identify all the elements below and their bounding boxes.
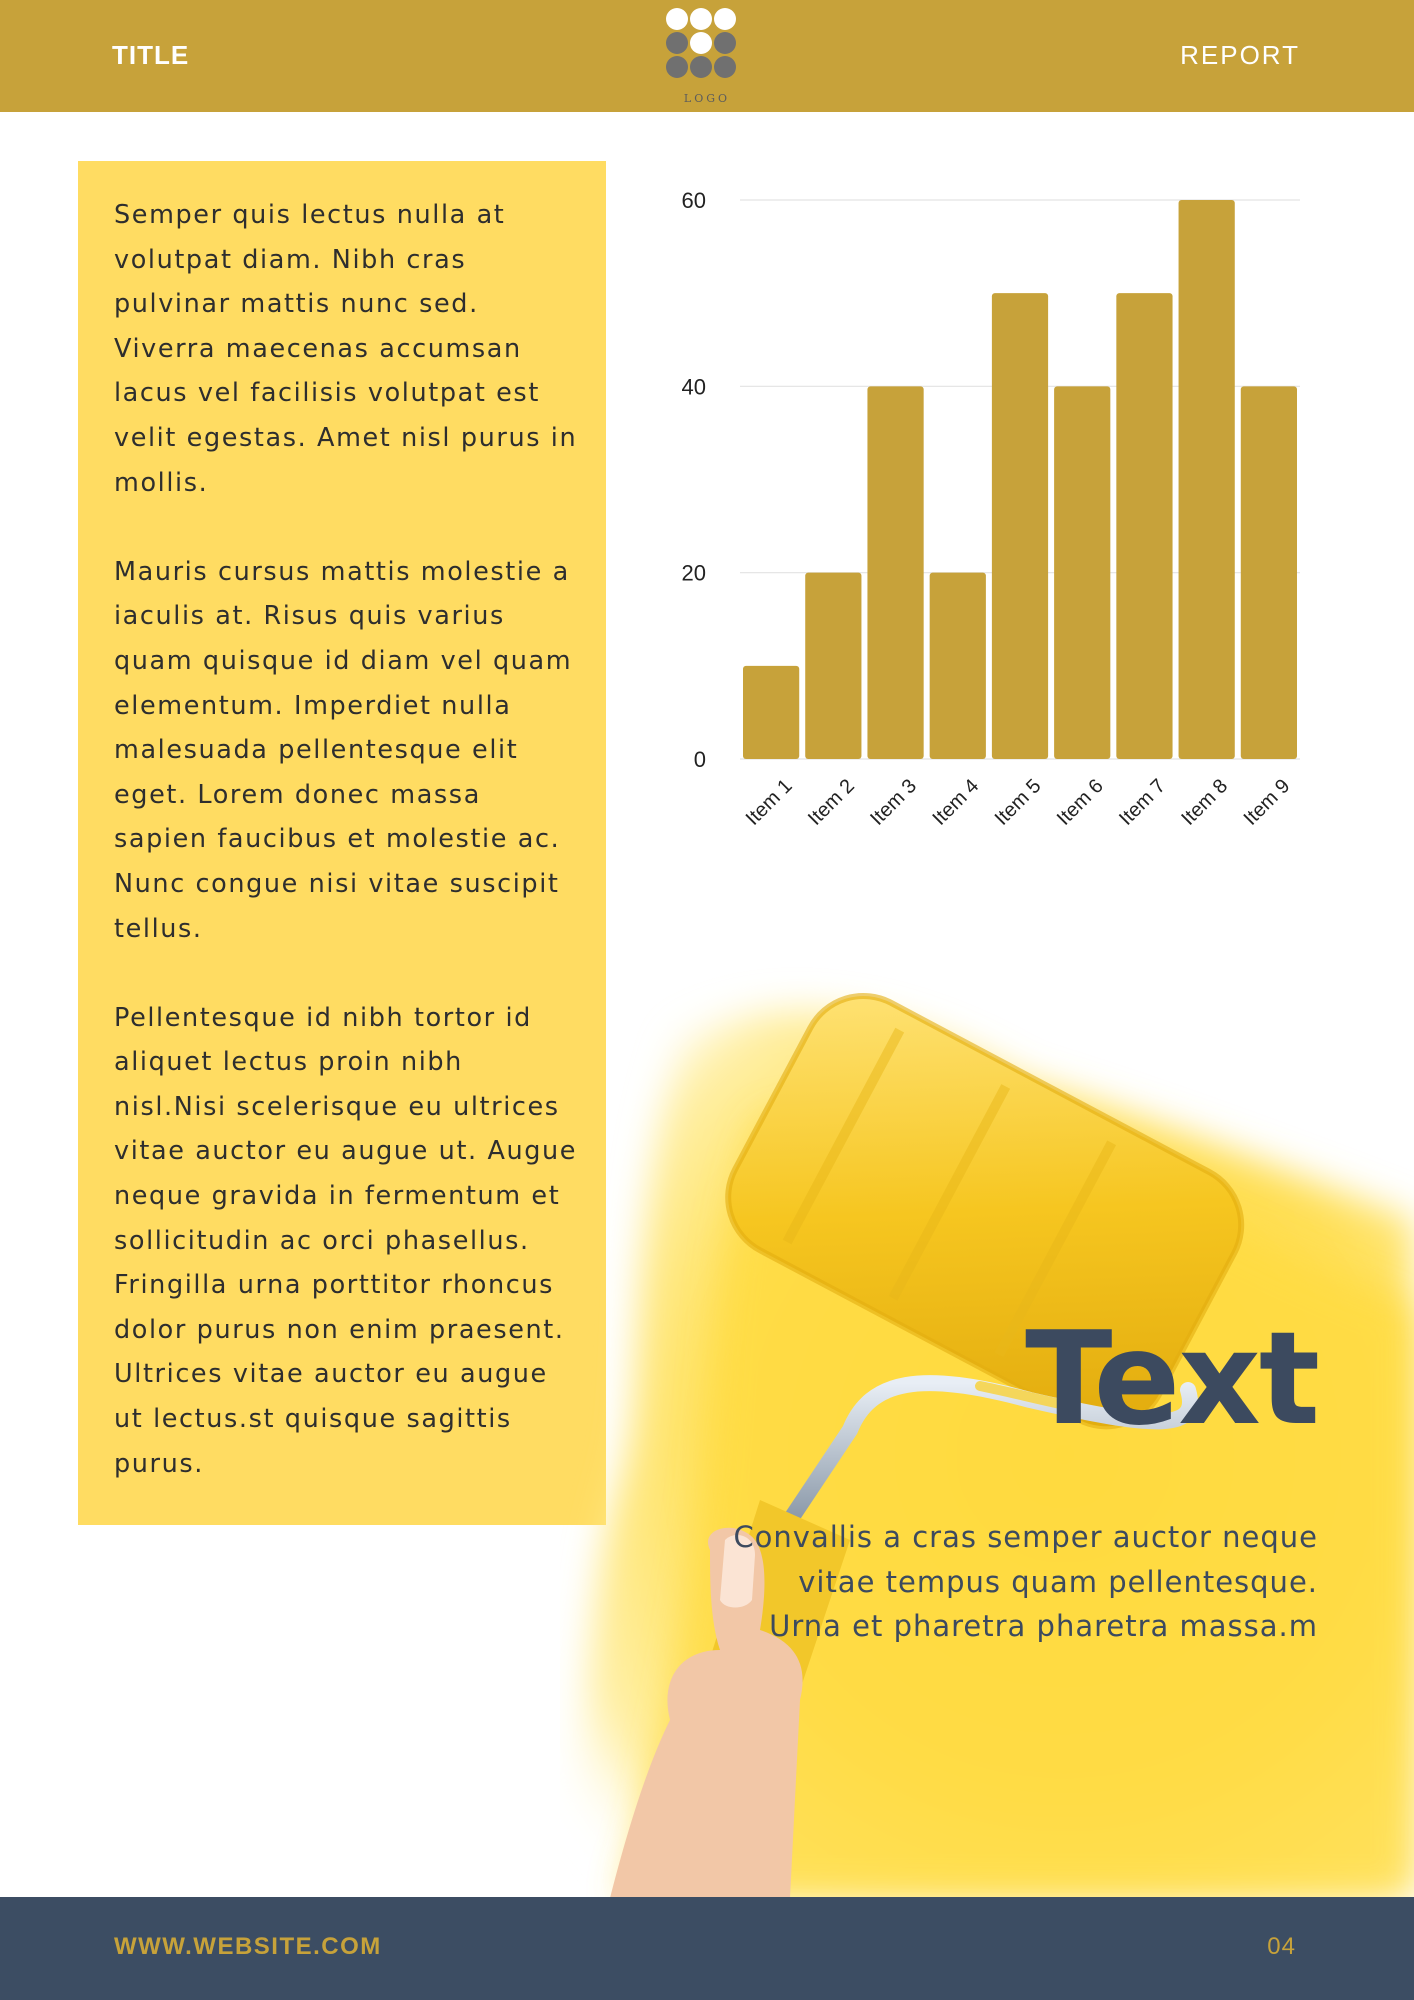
bar xyxy=(743,666,799,759)
y-tick-label: 20 xyxy=(681,560,706,586)
x-tick-label: Item 6 xyxy=(1052,774,1108,830)
header-title: TITLE xyxy=(112,40,190,70)
bar xyxy=(867,386,923,759)
x-tick-label: Item 7 xyxy=(1115,774,1170,830)
x-tick-label: Item 1 xyxy=(741,774,797,830)
bar xyxy=(1179,200,1235,759)
paragraph-1: Semper quis lectus nulla at volutpat diam. Nibh cras pulvinar mattis nunc sed. Viverra maecenas accumsan lacus vel facilisis volutpat est velit egestas. Amet nisl purus in mollis. xyxy=(114,200,578,498)
x-tick-label: Item 2 xyxy=(804,774,859,830)
x-tick-label: Item 8 xyxy=(1177,774,1233,830)
y-tick-label: 40 xyxy=(681,374,706,400)
footer-website-link[interactable]: WWW.WEBSITE.COM xyxy=(114,1933,382,1960)
paragraph-2: Mauris cursus mattis molestie a iaculis at. Risus quis varius quam quisque id diam vel quam elementum. Imperdiet nulla malesuada pellentesque elit eget. Lorem donec massa sapien faucibus et molestie ac. Nunc congue nisi vitae suscipit tellus. xyxy=(114,556,573,944)
bar xyxy=(930,573,986,759)
bar xyxy=(805,573,861,759)
logo xyxy=(664,6,750,110)
logo-text: LOGO xyxy=(683,92,731,105)
header-report-label: REPORT xyxy=(1180,40,1300,70)
x-tick-label: Item 9 xyxy=(1239,774,1295,830)
logo-dots-icon xyxy=(664,6,750,92)
header-bar xyxy=(0,0,1414,112)
panel-body xyxy=(114,193,584,1531)
x-tick-label: Item 3 xyxy=(866,774,922,830)
y-tick-label: 0 xyxy=(693,747,706,772)
paragraph-3: Pellentesque id nibh tortor id aliquet lectus proin nibh nisl.Nisi scelerisque eu ultrices vitae auctor eu augue ut. Augue neque gravida in fermentum et sollicitudin ac orci phasellus. Fringilla urna porttitor rhoncus dolor purus non enim praesent. Ultrices vitae auctor eu augue ut lectus.st quisque sagittis purus. xyxy=(114,1002,578,1479)
bar xyxy=(1054,386,1110,759)
y-tick-label: 60 xyxy=(681,188,706,213)
bar xyxy=(1241,386,1297,759)
x-tick-label: Item 5 xyxy=(990,774,1046,830)
footer-page-number: 04 xyxy=(1267,1933,1296,1960)
footer-bar xyxy=(0,1897,1414,2000)
bar xyxy=(992,293,1048,759)
x-tick-label: Item 4 xyxy=(928,774,984,830)
hero-subtext: Convallis a cras semper auctor neque vitae tempus quam pellentesque. Urna et pharetra pharetra massa.m xyxy=(733,1520,1318,1643)
text-panel xyxy=(78,161,606,1525)
bar xyxy=(1116,293,1172,759)
hero-heading: Text xyxy=(1025,1305,1318,1454)
bar-chart xyxy=(680,180,1320,860)
